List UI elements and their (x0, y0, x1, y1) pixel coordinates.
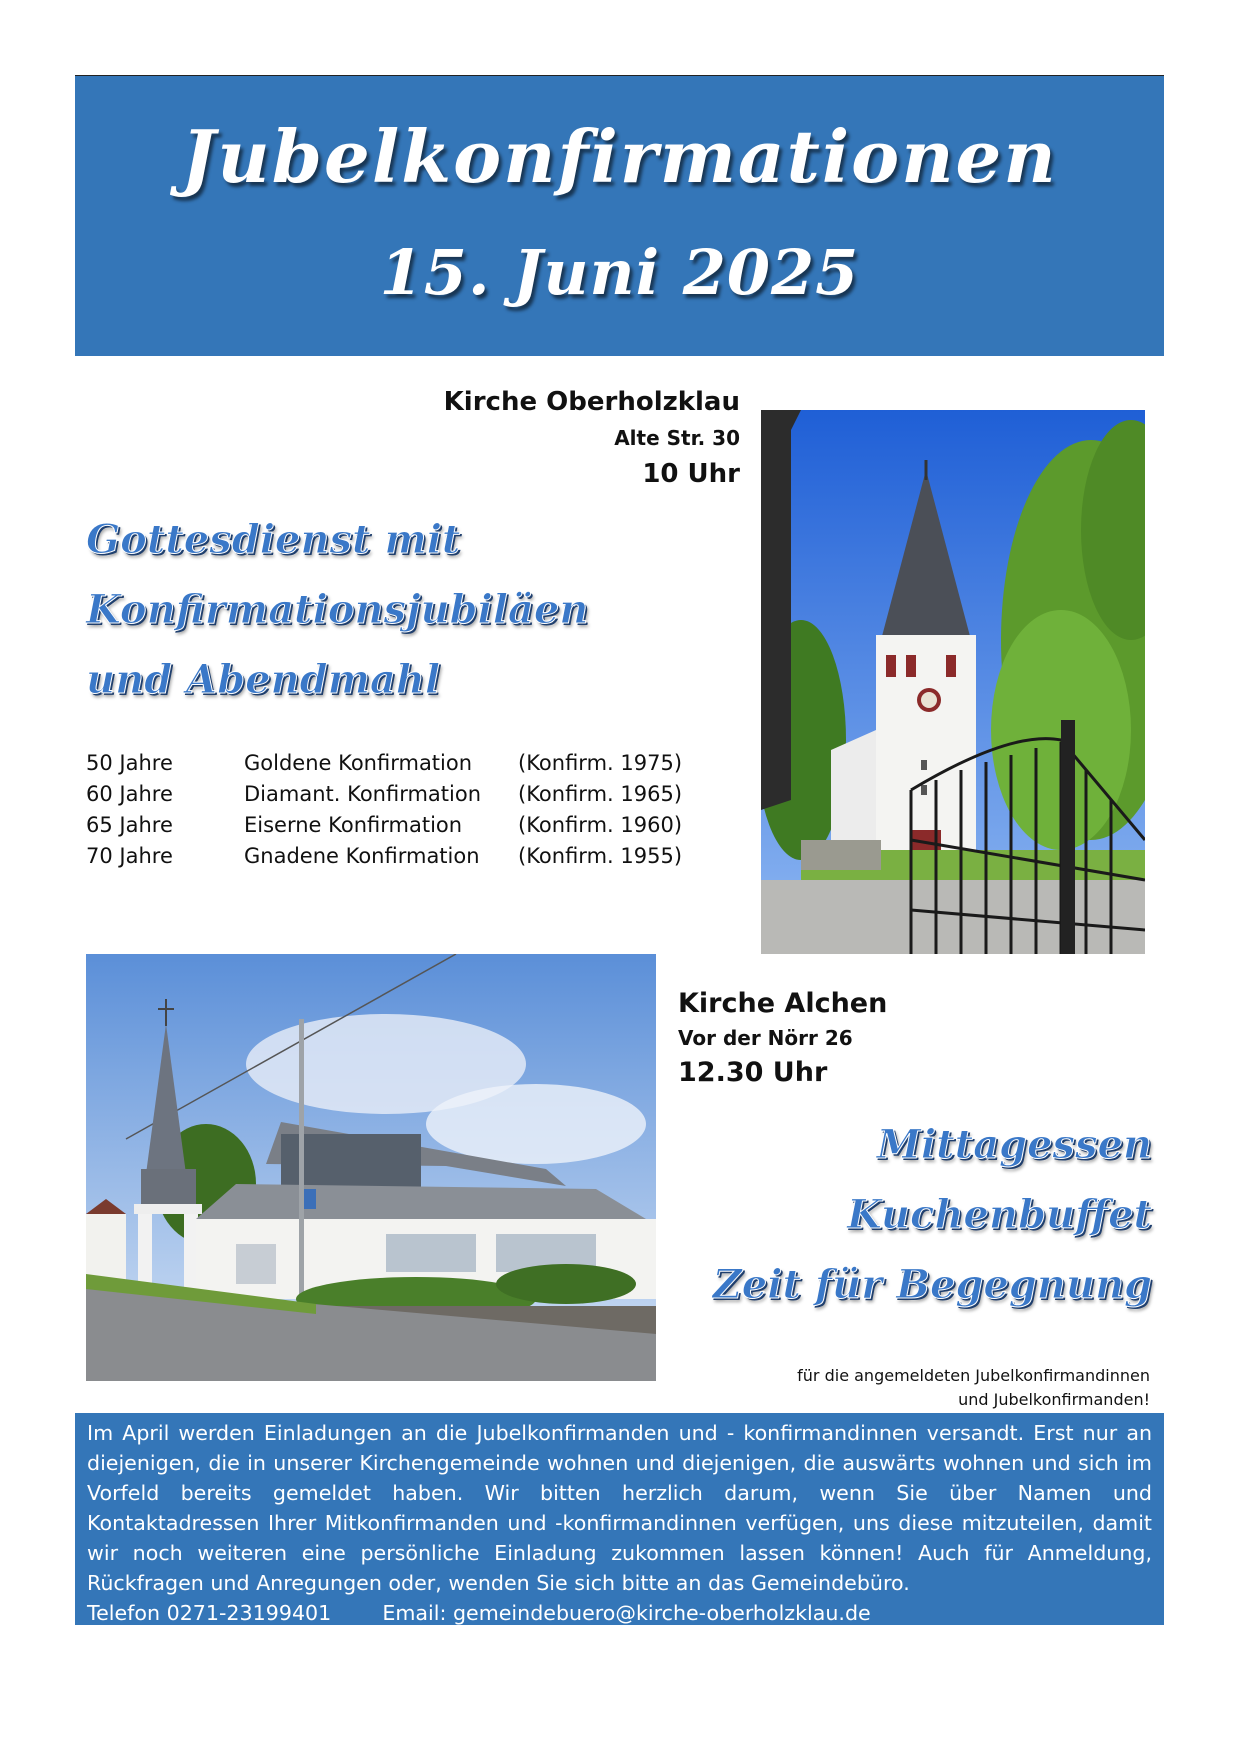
jubilee-row (86, 748, 706, 779)
jubilee-name: Eiserne Konfirmation (244, 813, 463, 837)
email-address: Email: gemeindebuero@kirche-oberholzklau.de (382, 1601, 871, 1625)
header-banner (75, 75, 1164, 356)
jubilee-row (86, 810, 706, 841)
jubilee-row (86, 841, 706, 872)
church1-address: Alte Str. 30 (614, 426, 740, 450)
church1-info (380, 382, 740, 494)
church2-info (678, 985, 1128, 1093)
service-line: Gottesdienst mit (86, 516, 461, 563)
jubilee-year: (Konfirm. 1965) (518, 782, 683, 806)
jubilee-name: Goldene Konfirmation (244, 751, 473, 775)
service-heading (86, 505, 706, 715)
registration-note (700, 1364, 1150, 1412)
jubilee-name: Gnadene Konfirmation (244, 844, 480, 868)
jubilee-year: (Konfirm. 1975) (518, 751, 683, 775)
contact-line (87, 1598, 1152, 1628)
church2-address: Vor der Nörr 26 (678, 1026, 853, 1050)
jubilee-name: Diamant. Konfirmation (244, 782, 482, 806)
program-line: Zeit für Begegnung (712, 1261, 1152, 1308)
church2-photo (86, 954, 656, 1381)
program-line: Kuchenbuffet (847, 1191, 1152, 1238)
church1-name: Kirche Oberholzklau (443, 387, 740, 417)
jubilee-year: (Konfirm. 1960) (518, 813, 683, 837)
note-line: für die angemeldeten Jubelkonfirmandinnen (797, 1366, 1150, 1385)
phone-number: Telefon 0271-23199401 (87, 1601, 332, 1625)
jubilee-year: (Konfirm. 1955) (518, 844, 683, 868)
note-line: und Jubelkonfirmanden! (958, 1390, 1150, 1409)
church2-name: Kirche Alchen (678, 988, 888, 1019)
jubilee-years: 60 Jahre (86, 782, 173, 806)
program-heading (700, 1110, 1152, 1320)
program-line: Mittagessen (876, 1121, 1152, 1168)
jubilee-years: 65 Jahre (86, 813, 173, 837)
jubilee-list (86, 748, 706, 872)
page-title: Jubelkonfirmationen (181, 114, 1058, 199)
info-text: Im April werden Einladungen an die Jubelkonfirmanden und - konfirmandinnen versandt. Erst nur an diejenigen, die in unserer Kirchengemeinde wohnen und diejenigen, die auswärts wohnen und sich im Vorfeld bereits gemeldet haben. Wir bitten herzlich darum, wenn Sie über Namen und Kontaktadressen Ihrer Mitkonfirmanden und -konfirmandinnen verfügen, uns diese mitzuteilen, damit wir noch weiteren eine persönliche Einladung zukommen lassen können! Auch für Anmeldung, Rückfragen und Anregungen oder, wenden Sie sich bitte an das Gemeindebüro. (87, 1421, 1152, 1595)
event-date: 15. Juni 2025 (379, 236, 860, 309)
jubilee-row (86, 779, 706, 810)
jubilee-years: 50 Jahre (86, 751, 173, 775)
church1-time: 10 Uhr (642, 459, 740, 489)
jubilee-years: 70 Jahre (86, 844, 173, 868)
church2-time: 12.30 Uhr (678, 1057, 828, 1088)
info-box (75, 1413, 1164, 1625)
service-line: und Abendmahl (86, 656, 441, 703)
service-line: Konfirmationsjubiläen (86, 586, 589, 633)
church1-photo (761, 410, 1145, 954)
